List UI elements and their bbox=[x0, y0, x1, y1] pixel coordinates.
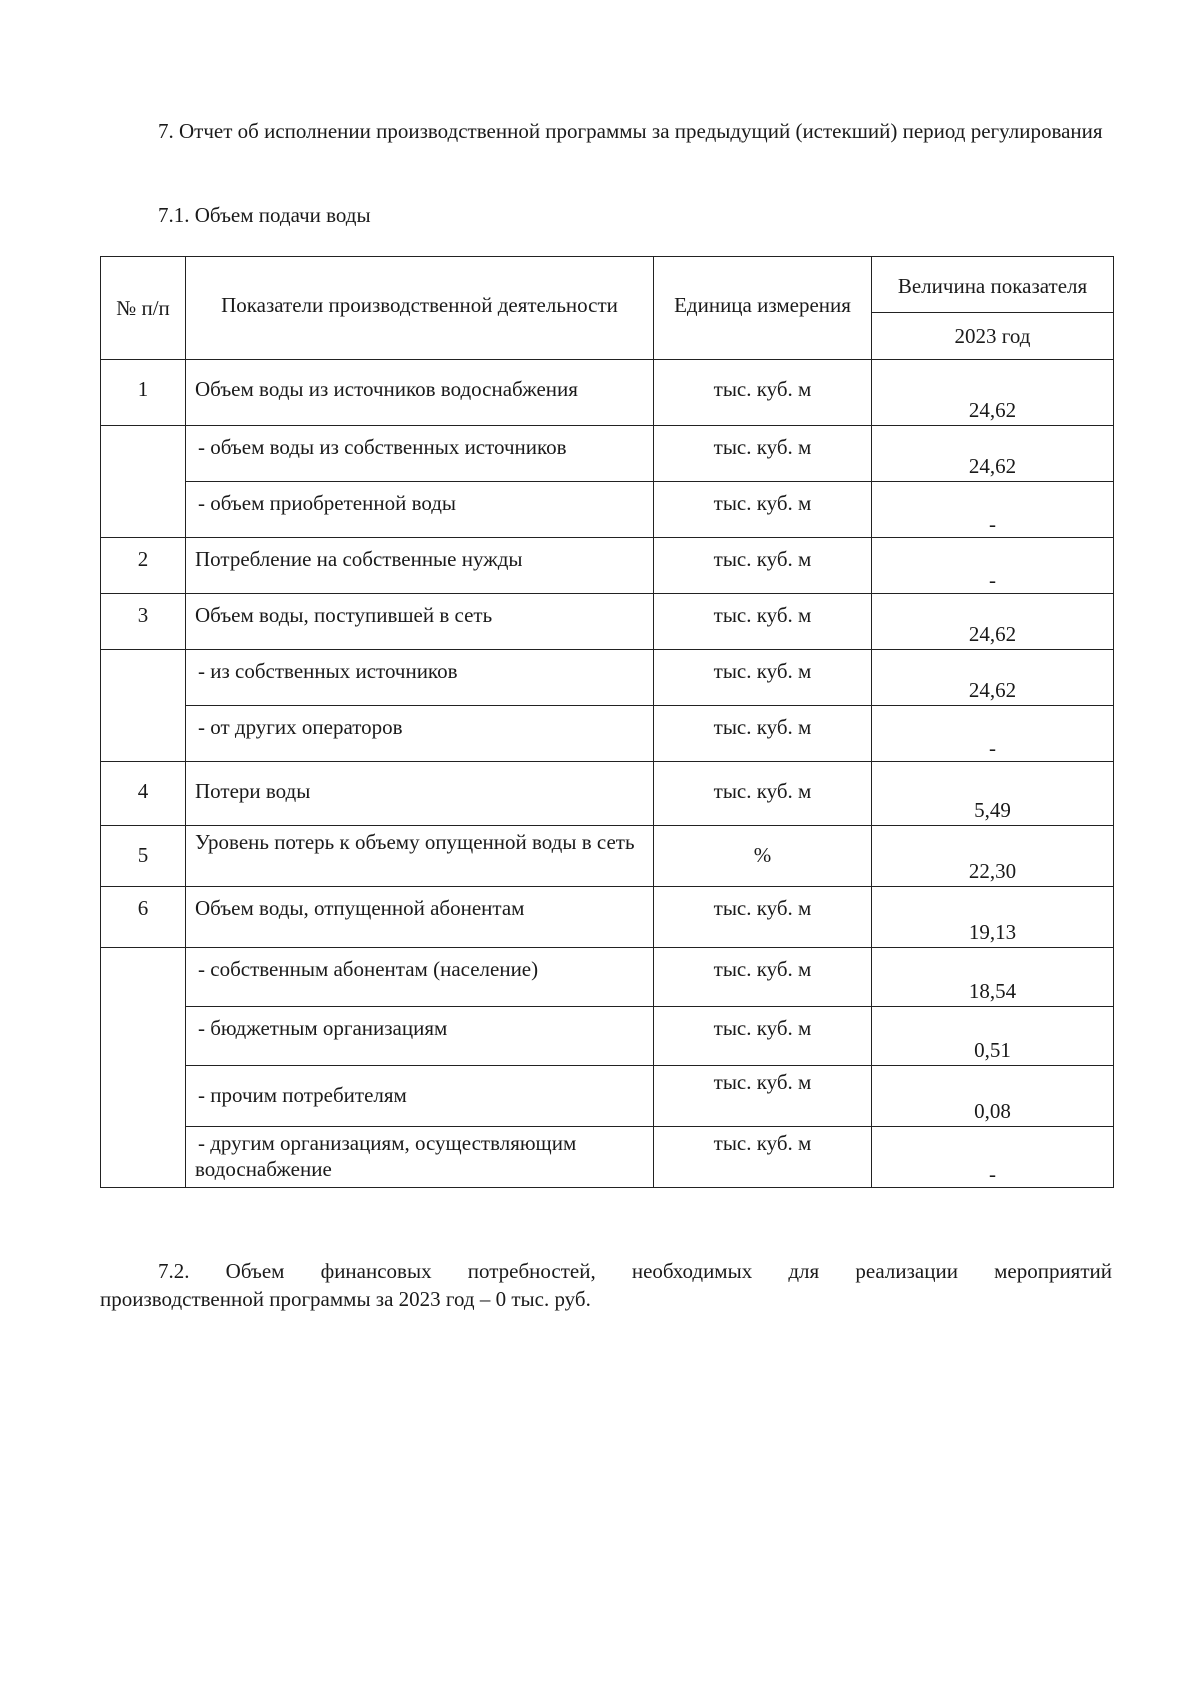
table-row bbox=[101, 826, 1114, 887]
row-value: 24,62 bbox=[872, 594, 1114, 650]
row-unit: тыс. куб. м bbox=[654, 1007, 872, 1066]
row-value: - bbox=[872, 482, 1114, 538]
row-unit: тыс. куб. м bbox=[654, 482, 872, 538]
financial-needs-paragraph bbox=[100, 1257, 1112, 1313]
row-value: 24,62 bbox=[872, 650, 1114, 706]
row-indicator: - объем воды из собственных источников bbox=[186, 426, 654, 482]
row-indicator: - от других операторов bbox=[186, 706, 654, 762]
row-num bbox=[101, 650, 186, 762]
row-unit: тыс. куб. м bbox=[654, 360, 872, 426]
table-row bbox=[101, 426, 1114, 482]
row-num: 4 bbox=[101, 762, 186, 826]
row-unit: тыс. куб. м bbox=[654, 1127, 872, 1188]
row-num bbox=[101, 426, 186, 538]
row-indicator: Потребление на собственные нужды bbox=[186, 538, 654, 594]
financial-needs-line1: 7.2. Объем финансовых потребностей, необходимых для реализации мероприятий bbox=[158, 1259, 1112, 1283]
row-value: 0,08 bbox=[872, 1066, 1114, 1127]
table-row bbox=[101, 762, 1114, 826]
row-unit: тыс. куб. м bbox=[654, 538, 872, 594]
row-unit: тыс. куб. м bbox=[654, 650, 872, 706]
table-row bbox=[101, 1066, 1114, 1127]
table-row bbox=[101, 1007, 1114, 1066]
table-row bbox=[101, 1127, 1114, 1188]
row-unit: тыс. куб. м bbox=[654, 948, 872, 1007]
row-num: 1 bbox=[101, 360, 186, 426]
row-indicator: Объем воды из источников водоснабжения bbox=[186, 360, 654, 426]
row-unit: тыс. куб. м bbox=[654, 887, 872, 948]
row-indicator: - из собственных источников bbox=[186, 650, 654, 706]
table-row bbox=[101, 482, 1114, 538]
header-value: Величина показателя bbox=[872, 257, 1114, 313]
header-indicator: Показатели производственной деятельности bbox=[186, 257, 654, 360]
table-row bbox=[101, 948, 1114, 1007]
row-indicator: Объем воды, отпущенной абонентам bbox=[186, 887, 654, 948]
row-indicator: - объем приобретенной воды bbox=[186, 482, 654, 538]
row-value: 0,51 bbox=[872, 1007, 1114, 1066]
header-year: 2023 год bbox=[872, 313, 1114, 360]
row-unit: тыс. куб. м bbox=[654, 706, 872, 762]
row-indicator: - собственным абонентам (население) bbox=[186, 948, 654, 1007]
row-num: 3 bbox=[101, 594, 186, 650]
table-row bbox=[101, 706, 1114, 762]
row-num: 6 bbox=[101, 887, 186, 948]
table-row bbox=[101, 594, 1114, 650]
row-value: 18,54 bbox=[872, 948, 1114, 1007]
row-unit: тыс. куб. м bbox=[654, 426, 872, 482]
subsection-title: 7.1. Объем подачи воды bbox=[158, 203, 371, 227]
header-num: № п/п bbox=[101, 257, 186, 360]
row-value: - bbox=[872, 706, 1114, 762]
row-value: 24,62 bbox=[872, 426, 1114, 482]
row-indicator: - прочим потребителям bbox=[186, 1066, 654, 1127]
row-indicator: Объем воды, поступившей в сеть bbox=[186, 594, 654, 650]
row-indicator: Потери воды bbox=[186, 762, 654, 826]
row-unit: тыс. куб. м bbox=[654, 762, 872, 826]
row-indicator: Уровень потерь к объему опущенной воды в сеть bbox=[186, 826, 654, 887]
table-row bbox=[101, 538, 1114, 594]
row-unit: тыс. куб. м bbox=[654, 594, 872, 650]
row-num bbox=[101, 948, 186, 1188]
header-unit: Единица измерения bbox=[654, 257, 872, 360]
row-num: 5 bbox=[101, 826, 186, 887]
table-row bbox=[101, 650, 1114, 706]
row-value: - bbox=[872, 1127, 1114, 1188]
row-indicator: - бюджетным организациям bbox=[186, 1007, 654, 1066]
row-value: 5,49 bbox=[872, 762, 1114, 826]
row-indicator: - другим организациям, осуществляющим водоснабжение bbox=[186, 1127, 654, 1188]
row-value: 19,13 bbox=[872, 887, 1114, 948]
table-row bbox=[101, 887, 1114, 948]
row-value: 24,62 bbox=[872, 360, 1114, 426]
section-title: 7. Отчет об исполнении производственной программы за предыдущий (истекший) период регулирования bbox=[158, 119, 1103, 143]
financial-needs-line2: производственной программы за 2023 год – 0 тыс. руб. bbox=[100, 1287, 591, 1311]
water-supply-table bbox=[100, 256, 1114, 1188]
table-row bbox=[101, 360, 1114, 426]
row-value: - bbox=[872, 538, 1114, 594]
row-value: 22,30 bbox=[872, 826, 1114, 887]
row-num: 2 bbox=[101, 538, 186, 594]
row-unit: тыс. куб. м bbox=[654, 1066, 872, 1127]
row-unit: % bbox=[654, 826, 872, 887]
